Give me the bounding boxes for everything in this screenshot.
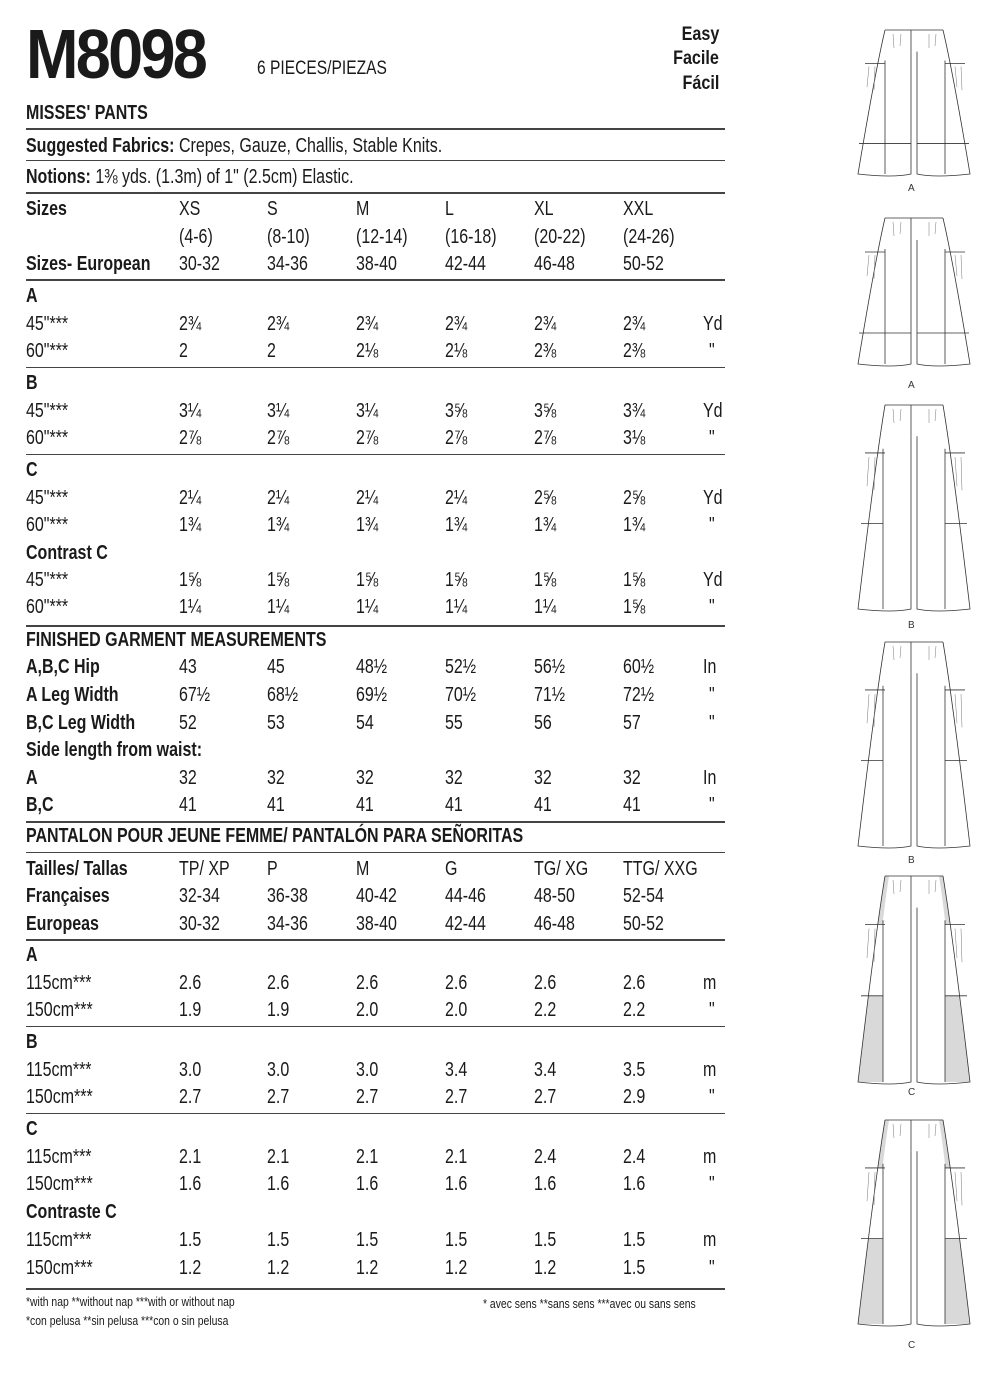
view-heading: A <box>26 944 38 966</box>
cell-value: 2.1 <box>267 1146 290 1168</box>
cell-value: 3.0 <box>356 1059 379 1081</box>
european-size: 30-32 <box>179 253 220 275</box>
size-header: S <box>267 198 278 220</box>
french-size: 36-38 <box>267 885 308 907</box>
unit-label: " <box>709 999 715 1021</box>
divider <box>26 625 725 627</box>
view-label: B <box>908 855 915 866</box>
cell-value: 32 <box>267 767 285 789</box>
size-header: L <box>445 198 454 220</box>
cell-value: 32 <box>179 767 197 789</box>
cell-value: 2.0 <box>356 999 379 1021</box>
divider <box>26 128 725 130</box>
metric-size-header: TTG/ XXG <box>623 858 698 880</box>
cell-value: 2.1 <box>445 1146 468 1168</box>
unit-label: Yd <box>703 313 723 335</box>
cell-value: 2¼ <box>356 487 379 509</box>
cell-value: 55 <box>445 712 463 734</box>
cell-value: 1.5 <box>623 1257 646 1279</box>
level-english: Easy <box>681 24 719 45</box>
divider <box>26 852 725 853</box>
cell-value: 2⅛ <box>356 340 379 362</box>
divider <box>26 1026 725 1027</box>
view-heading: A <box>26 285 38 307</box>
cell-value: 1.6 <box>179 1173 202 1195</box>
metric-european-size: 38-40 <box>356 913 397 935</box>
european-size: 42-44 <box>445 253 486 275</box>
row-label: 150cm*** <box>26 1257 93 1279</box>
cell-value: 56 <box>534 712 552 734</box>
cell-value: 2⅞ <box>267 427 290 449</box>
view-heading: Contraste C <box>26 1201 117 1223</box>
european-size: 34-36 <box>267 253 308 275</box>
size-us-range: (16-18) <box>445 226 497 248</box>
divider <box>26 192 725 194</box>
cell-value: 1⅝ <box>623 569 646 591</box>
unit-label: m <box>703 1229 717 1251</box>
metric-sizes-label: Tailles/ Tallas <box>26 858 128 880</box>
pants-illustration-view-b <box>853 403 975 620</box>
cell-value: 1.6 <box>623 1173 646 1195</box>
view-heading: C <box>26 1118 38 1140</box>
cell-value: 1¼ <box>356 596 379 618</box>
cell-value: 2.6 <box>445 972 468 994</box>
sizes-label: Sizes <box>26 198 67 220</box>
pants-illustration-view-a <box>853 216 975 375</box>
cell-value: 2.2 <box>623 999 646 1021</box>
cell-value: 1.6 <box>445 1173 468 1195</box>
cell-value: 1¾ <box>623 514 646 536</box>
cell-value: 1.6 <box>356 1173 379 1195</box>
row-label: B,C Leg Width <box>26 712 136 734</box>
european-sizes-label: Sizes- European <box>26 253 151 275</box>
suggested-fabrics <box>26 134 442 158</box>
unit-label: " <box>709 794 715 816</box>
cell-value: 2⅞ <box>534 427 557 449</box>
cell-value: 1⅝ <box>179 569 202 591</box>
row-label: 45"*** <box>26 569 69 591</box>
cell-value: 57 <box>623 712 641 734</box>
cell-value: 67½ <box>179 684 211 706</box>
row-label: B,C <box>26 794 54 816</box>
cell-value: 1¾ <box>179 514 202 536</box>
size-header: M <box>356 198 370 220</box>
level-spanish: Fácil <box>682 73 719 94</box>
cell-value: 71½ <box>534 684 566 706</box>
row-label: 60"*** <box>26 427 69 449</box>
view-heading: B <box>26 1031 38 1053</box>
cell-value: 1.9 <box>267 999 290 1021</box>
view-label: C <box>908 1087 916 1098</box>
row-label: 115cm*** <box>26 1229 92 1251</box>
cell-value: 1.5 <box>534 1229 557 1251</box>
unit-label: " <box>709 340 715 362</box>
cell-value: 2.1 <box>356 1146 379 1168</box>
metric-size-header: TP/ XP <box>179 858 230 880</box>
french-size: 52-54 <box>623 885 664 907</box>
size-header: XL <box>534 198 554 220</box>
cell-value: 2.6 <box>179 972 202 994</box>
cell-value: 1¾ <box>267 514 290 536</box>
cell-value: 2⅞ <box>356 427 379 449</box>
cell-value: 3¼ <box>356 400 379 422</box>
cell-value: 52 <box>179 712 197 734</box>
cell-value: 2¾ <box>356 313 379 335</box>
divider <box>26 454 725 455</box>
cell-value: 1.5 <box>356 1229 379 1251</box>
view-label: A <box>908 183 915 194</box>
cell-value: 2¾ <box>445 313 468 335</box>
cell-value: 1⅝ <box>623 596 646 618</box>
unit-label: " <box>709 427 715 449</box>
cell-value: 1¼ <box>179 596 202 618</box>
row-label: 60"*** <box>26 340 69 362</box>
unit-label: Yd <box>703 400 723 422</box>
european-size: 38-40 <box>356 253 397 275</box>
cell-value: 32 <box>534 767 552 789</box>
cell-value: 3.4 <box>445 1059 468 1081</box>
cell-value: 2.7 <box>179 1086 202 1108</box>
metric-european-size: 30-32 <box>179 913 220 935</box>
cell-value: 2⅞ <box>445 427 468 449</box>
cell-value: 2⅝ <box>623 487 646 509</box>
french-size: 40-42 <box>356 885 397 907</box>
cell-value: 54 <box>356 712 374 734</box>
cell-value: 1¼ <box>445 596 468 618</box>
metric-european-label: Europeas <box>26 913 99 935</box>
divider <box>26 939 725 941</box>
cell-value: 1⅝ <box>267 569 290 591</box>
row-label: 45"*** <box>26 400 69 422</box>
unit-label: " <box>709 514 715 536</box>
footnote-french: * avec sens **sans sens ***avec ou sans sens <box>483 1296 696 1311</box>
cell-value: 2⅛ <box>445 340 468 362</box>
unit-label: Yd <box>703 569 723 591</box>
size-us-range: (24-26) <box>623 226 675 248</box>
cell-value: 1.6 <box>267 1173 290 1195</box>
fabrics-value: Crepes, Gauze, Challis, Stable Knits. <box>178 135 443 157</box>
cell-value: 3.4 <box>534 1059 557 1081</box>
unit-label: m <box>703 1059 717 1081</box>
cell-value: 1.2 <box>179 1257 202 1279</box>
cell-value: 1.9 <box>179 999 202 1021</box>
metric-european-size: 34-36 <box>267 913 308 935</box>
row-label: 115cm*** <box>26 972 92 994</box>
row-label: 115cm*** <box>26 1146 92 1168</box>
cell-value: 41 <box>267 794 285 816</box>
cell-value: 41 <box>623 794 641 816</box>
divider <box>26 367 725 368</box>
cell-value: 3¼ <box>267 400 290 422</box>
row-label: A,B,C Hip <box>26 656 100 678</box>
level-french: Facile <box>673 48 719 69</box>
side-length-label: Side length from waist: <box>26 739 203 761</box>
row-label: A <box>26 767 38 789</box>
unit-label: " <box>709 1173 715 1195</box>
cell-value: 3.5 <box>623 1059 646 1081</box>
european-size: 46-48 <box>534 253 575 275</box>
cell-value: 32 <box>445 767 463 789</box>
cell-value: 2.7 <box>445 1086 468 1108</box>
cell-value: 2¼ <box>445 487 468 509</box>
row-label: 60"*** <box>26 514 69 536</box>
size-header: XXL <box>623 198 654 220</box>
cell-value: 1¼ <box>267 596 290 618</box>
cell-value: 70½ <box>445 684 477 706</box>
view-label: A <box>908 380 915 391</box>
measurements-title: FINISHED GARMENT MEASUREMENTS <box>26 629 327 651</box>
cell-value: 2.2 <box>534 999 557 1021</box>
size-us-range: (20-22) <box>534 226 586 248</box>
pants-illustration-view-a <box>853 28 975 185</box>
cell-value: 2 <box>267 340 276 362</box>
unit-label: m <box>703 1146 717 1168</box>
row-label: 150cm*** <box>26 999 93 1021</box>
row-label: 115cm*** <box>26 1059 92 1081</box>
unit-label: In <box>703 656 717 678</box>
cell-value: 2¼ <box>179 487 202 509</box>
row-label: 60"*** <box>26 596 69 618</box>
cell-value: 1.2 <box>445 1257 468 1279</box>
notions-value: 1⅜ yds. (1.3m) of 1" (2.5cm) Elastic. <box>95 166 354 188</box>
cell-value: 2¾ <box>534 313 557 335</box>
french-size: 44-46 <box>445 885 486 907</box>
unit-label: m <box>703 972 717 994</box>
row-label: 45"*** <box>26 487 69 509</box>
cell-value: 2.0 <box>445 999 468 1021</box>
cell-value: 2 <box>179 340 188 362</box>
european-size: 50-52 <box>623 253 664 275</box>
metric-size-header: M <box>356 858 370 880</box>
cell-value: 2.4 <box>623 1146 646 1168</box>
cell-value: 2.6 <box>267 972 290 994</box>
french-size: 48-50 <box>534 885 575 907</box>
cell-value: 2.7 <box>356 1086 379 1108</box>
cell-value: 2.7 <box>267 1086 290 1108</box>
cell-value: 3.0 <box>179 1059 202 1081</box>
cell-value: 3⅛ <box>623 427 646 449</box>
size-us-range: (12-14) <box>356 226 408 248</box>
cell-value: 2.7 <box>534 1086 557 1108</box>
unit-label: " <box>709 712 715 734</box>
cell-value: 53 <box>267 712 285 734</box>
metric-title: PANTALON POUR JEUNE FEMME/ PANTALÓN PARA SEÑORITAS <box>26 825 524 847</box>
cell-value: 1¾ <box>445 514 468 536</box>
cell-value: 1.2 <box>534 1257 557 1279</box>
cell-value: 2.1 <box>179 1146 202 1168</box>
divider <box>26 1288 725 1290</box>
divider <box>26 279 725 281</box>
fabrics-label: Suggested Fabrics: <box>26 135 175 157</box>
cell-value: 1.5 <box>445 1229 468 1251</box>
metric-european-size: 46-48 <box>534 913 575 935</box>
cell-value: 1⅝ <box>534 569 557 591</box>
cell-value: 41 <box>445 794 463 816</box>
cell-value: 1.5 <box>623 1229 646 1251</box>
french-size: 32-34 <box>179 885 220 907</box>
cell-value: 2.6 <box>534 972 557 994</box>
pants-illustration-view-c <box>853 874 975 1093</box>
metric-european-size: 50-52 <box>623 913 664 935</box>
view-heading: B <box>26 372 38 394</box>
cell-value: 52½ <box>445 656 477 678</box>
divider <box>26 160 725 161</box>
pattern-number: M8098 <box>26 15 206 93</box>
unit-label: " <box>709 684 715 706</box>
cell-value: 2¾ <box>179 313 202 335</box>
metric-european-size: 42-44 <box>445 913 486 935</box>
size-us-range: (4-6) <box>179 226 213 248</box>
cell-value: 48½ <box>356 656 388 678</box>
cell-value: 45 <box>267 656 285 678</box>
cell-value: 2.4 <box>534 1146 557 1168</box>
footnote-spanish: *con pelusa **sin pelusa ***con o sin pelusa <box>26 1313 229 1328</box>
notions <box>26 165 354 189</box>
cell-value: 56½ <box>534 656 566 678</box>
view-heading: Contrast C <box>26 542 108 564</box>
cell-value: 2⅜ <box>534 340 557 362</box>
divider <box>26 1113 725 1114</box>
row-label: 150cm*** <box>26 1086 93 1108</box>
cell-value: 1.2 <box>356 1257 379 1279</box>
pants-illustration-view-c <box>853 1118 975 1335</box>
cell-value: 2.9 <box>623 1086 646 1108</box>
cell-value: 3⅝ <box>445 400 468 422</box>
cell-value: 2⅞ <box>179 427 202 449</box>
cell-value: 3.0 <box>267 1059 290 1081</box>
row-label: 45"*** <box>26 313 69 335</box>
cell-value: 32 <box>623 767 641 789</box>
notions-label: Notions: <box>26 166 91 188</box>
french-sizes-label: Françaises <box>26 885 110 907</box>
cell-value: 69½ <box>356 684 388 706</box>
view-heading: C <box>26 459 38 481</box>
row-label: 150cm*** <box>26 1173 93 1195</box>
size-us-range: (8-10) <box>267 226 310 248</box>
cell-value: 41 <box>356 794 374 816</box>
cell-value: 3¼ <box>179 400 202 422</box>
cell-value: 60½ <box>623 656 655 678</box>
cell-value: 2¾ <box>623 313 646 335</box>
row-label: A Leg Width <box>26 684 119 706</box>
pants-illustration-view-b <box>853 640 975 857</box>
cell-value: 1¾ <box>534 514 557 536</box>
pieces-count: 6 PIECES/PIEZAS <box>257 58 387 79</box>
cell-value: 1¼ <box>534 596 557 618</box>
cell-value: 3¾ <box>623 400 646 422</box>
unit-label: In <box>703 767 717 789</box>
metric-size-header: TG/ XG <box>534 858 589 880</box>
view-label: B <box>908 620 915 631</box>
cell-value: 41 <box>179 794 197 816</box>
metric-size-header: P <box>267 858 278 880</box>
cell-value: 2¼ <box>267 487 290 509</box>
cell-value: 2⅝ <box>534 487 557 509</box>
cell-value: 43 <box>179 656 197 678</box>
cell-value: 1.5 <box>179 1229 202 1251</box>
unit-label: " <box>709 1086 715 1108</box>
metric-size-header: G <box>445 858 458 880</box>
cell-value: 1⅝ <box>356 569 379 591</box>
cell-value: 2⅜ <box>623 340 646 362</box>
cell-value: 1.2 <box>267 1257 290 1279</box>
view-label: C <box>908 1340 916 1351</box>
cell-value: 1⅝ <box>445 569 468 591</box>
unit-label: Yd <box>703 487 723 509</box>
cell-value: 2.6 <box>356 972 379 994</box>
divider <box>26 821 725 823</box>
cell-value: 72½ <box>623 684 655 706</box>
cell-value: 3⅝ <box>534 400 557 422</box>
cell-value: 1.5 <box>267 1229 290 1251</box>
footnote-english: *with nap **without nap ***with or without nap <box>26 1294 235 1309</box>
cell-value: 1¾ <box>356 514 379 536</box>
cell-value: 41 <box>534 794 552 816</box>
unit-label: " <box>709 1257 715 1279</box>
cell-value: 2.6 <box>623 972 646 994</box>
cell-value: 32 <box>356 767 374 789</box>
garment-title: MISSES' PANTS <box>26 102 148 124</box>
unit-label: " <box>709 596 715 618</box>
cell-value: 2¾ <box>267 313 290 335</box>
cell-value: 1.6 <box>534 1173 557 1195</box>
cell-value: 68½ <box>267 684 299 706</box>
size-header: XS <box>179 198 201 220</box>
